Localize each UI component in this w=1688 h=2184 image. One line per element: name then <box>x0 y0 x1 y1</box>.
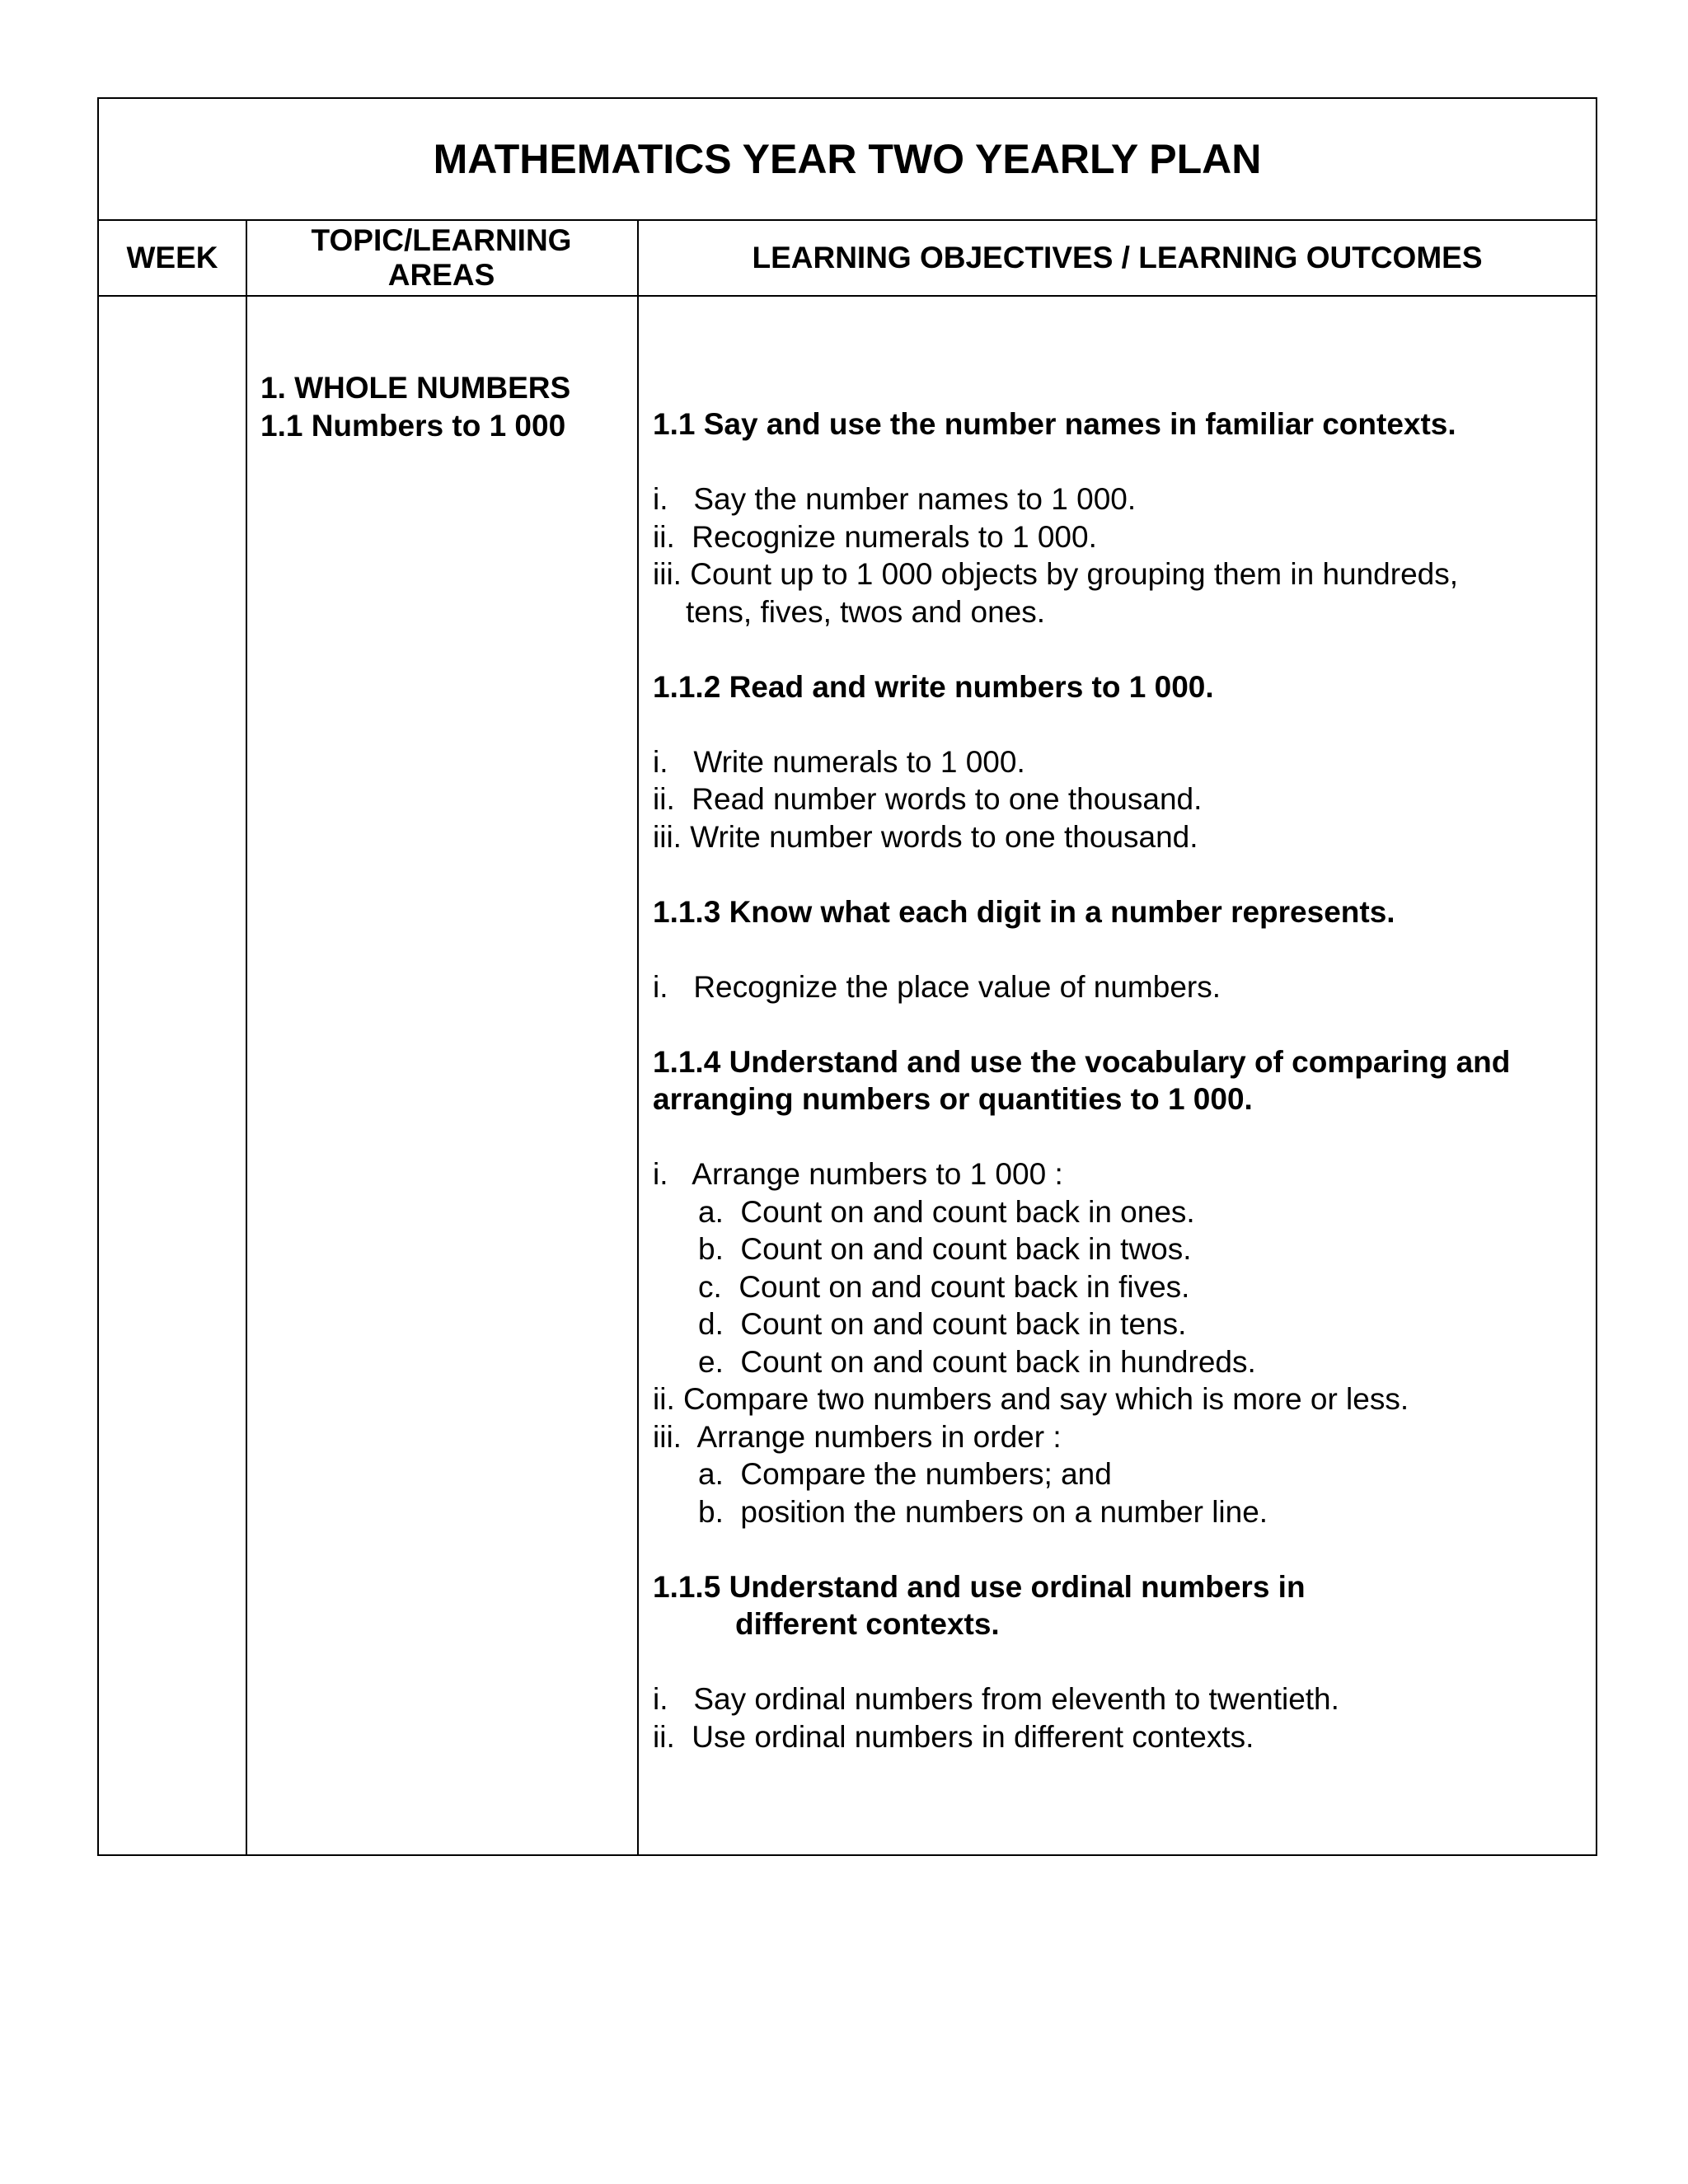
list-item: e. Count on and count back in hundreds. <box>698 1344 1256 1379</box>
objective-1-1-2-title: 1.1.2 Read and write numbers to 1 000. <box>653 669 1214 704</box>
list-item: i. Say the number names to 1 000. <box>653 482 1137 516</box>
header-topic-line2: AREAS <box>387 258 495 292</box>
list-item: a. Compare the numbers; and <box>698 1457 1112 1491</box>
list-item: tens, fives, twos and ones. <box>686 594 1046 629</box>
objective-1-1-4-title-line2: arranging numbers or quantities to 1 000. <box>653 1082 1253 1116</box>
header-week: WEEK <box>126 241 218 274</box>
objective-1-1-4-title-line1: 1.1.4 Understand and use the vocabulary of comparing and <box>653 1044 1511 1079</box>
list-item: iii. Count up to 1 000 objects by grouping them in hundreds, <box>653 557 1459 591</box>
objectives-cell <box>653 405 1584 1755</box>
list-item: i. Arrange numbers to 1 000 : <box>653 1157 1063 1191</box>
body-row <box>99 297 1596 1854</box>
objective-1-1-title: 1.1 Say and use the number names in familiar contexts. <box>653 407 1456 441</box>
header-topic-line1: TOPIC/LEARNING <box>311 223 572 257</box>
objective-1-1-5-title-line1: 1.1.5 Understand and use ordinal numbers in <box>653 1569 1306 1604</box>
topic-sub: 1.1 Numbers to 1 000 <box>260 409 566 443</box>
list-item: ii. Use ordinal numbers in different contexts. <box>653 1719 1254 1754</box>
list-item: i. Say ordinal numbers from eleventh to twentieth. <box>653 1682 1339 1716</box>
objective-1-1-5-title-line2: different contexts. <box>735 1607 1000 1641</box>
topic-area: 1. WHOLE NUMBERS <box>260 371 571 405</box>
list-item: a. Count on and count back in ones. <box>698 1194 1195 1229</box>
list-item: iii. Arrange numbers in order : <box>653 1419 1062 1454</box>
title-row <box>99 99 1596 221</box>
header-topic <box>246 221 637 295</box>
list-item: ii. Compare two numbers and say which is more or less. <box>653 1382 1409 1416</box>
objective-1-1-3-title: 1.1.3 Know what each digit in a number represents. <box>653 894 1395 929</box>
document-title: MATHEMATICS YEAR TWO YEARLY PLAN <box>433 136 1262 182</box>
list-item: i. Recognize the place value of numbers. <box>653 969 1221 1004</box>
header-row <box>99 221 1596 297</box>
list-item: c. Count on and count back in fives. <box>698 1269 1190 1304</box>
list-item: ii. Read number words to one thousand. <box>653 782 1203 816</box>
list-item: iii. Write number words to one thousand. <box>653 819 1198 854</box>
topic-cell <box>260 369 570 445</box>
list-item: ii. Recognize numerals to 1 000. <box>653 519 1097 554</box>
yearly-plan-table <box>97 97 1597 1856</box>
list-item: d. Count on and count back in tens. <box>698 1307 1187 1341</box>
list-item: b. Count on and count back in twos. <box>698 1232 1192 1266</box>
header-objectives: LEARNING OBJECTIVES / LEARNING OUTCOMES <box>752 241 1483 274</box>
list-item: b. position the numbers on a number line. <box>698 1494 1268 1529</box>
list-item: i. Write numerals to 1 000. <box>653 744 1025 779</box>
